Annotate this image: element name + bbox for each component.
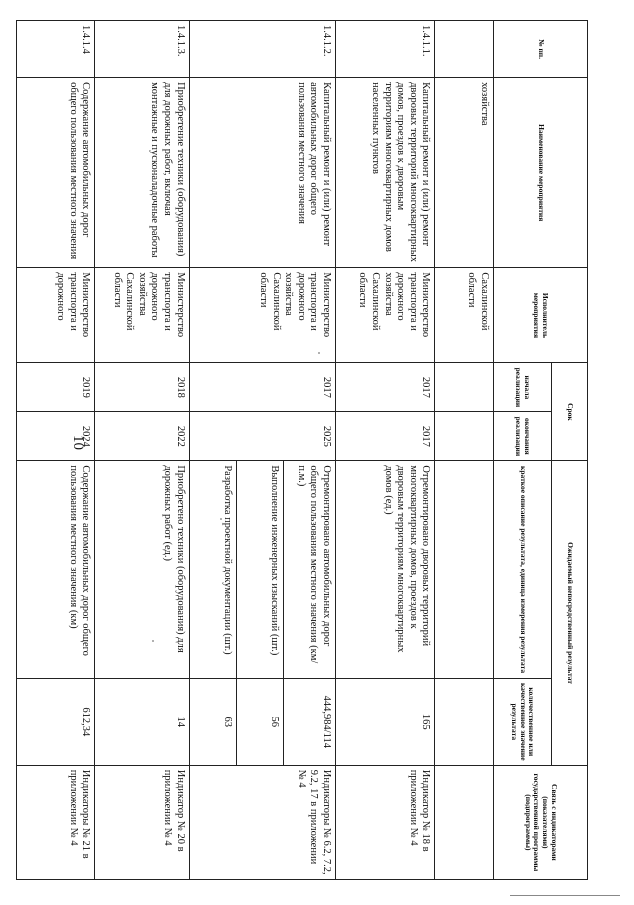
footer-line xyxy=(510,895,620,896)
measure-name-cell: хозяйства xyxy=(435,78,494,268)
end-year-cell: 2025 xyxy=(189,412,335,461)
scan-speck xyxy=(152,640,154,642)
start-year-cell: 2018 xyxy=(95,363,189,412)
start-year-cell: 2017 xyxy=(336,363,435,412)
measure-name-cell: Капитальный ремонт и (или) ремонт автомобильных дорог общего пользования местного значения xyxy=(189,78,335,268)
header-term-end: окончания реализации xyxy=(494,412,552,461)
result-description-cell: Выполнение инженерных изысканий (шт.) xyxy=(236,461,283,678)
result-value-cell: 165 xyxy=(336,678,435,765)
table-row xyxy=(17,21,95,880)
row-number-cell: 1.4.1.1. xyxy=(336,21,435,78)
header-result-desc: краткое описание результата, единица измерения результата xyxy=(494,461,552,678)
result-value-cell: 612,34 xyxy=(17,678,95,765)
end-year-cell: 2022 xyxy=(95,412,189,461)
header-name: Наименование мероприятия xyxy=(494,78,588,268)
executor-cell: Сахалинской области xyxy=(435,268,494,363)
result-value-cell: 56 xyxy=(236,678,283,765)
indicator-link-cell: Индикатор № 20 в приложении № 4 xyxy=(95,765,189,879)
scan-speck xyxy=(220,518,222,520)
header-term-start: начала реализации xyxy=(494,363,552,412)
scan-speck xyxy=(318,352,320,354)
row-number-cell: 1.4.1.2. xyxy=(189,21,335,78)
end-year-cell: 2017 xyxy=(336,412,435,461)
measure-name-cell: Содержание автомобильных дорог общего пользования местного значения xyxy=(17,78,95,268)
row-number-cell: 1.4.1.4 xyxy=(17,21,95,78)
header-term: Срок xyxy=(552,363,588,461)
executor-cell: Министерство транспорта и дорожного хозяйства Сахалинской области xyxy=(189,268,335,363)
indicator-link-cell: Индикатор № 18 в приложении № 4 xyxy=(336,765,435,879)
header-link: Связь с индикаторами (показателями) государственной программы (подпрограммы) xyxy=(494,765,588,879)
result-value-cell: 63 xyxy=(189,678,236,765)
result-description-cell: Приобретено техники (оборудования) для дорожных работ (ед.) xyxy=(95,461,189,678)
result-value-cell: 14 xyxy=(95,678,189,765)
row-number-cell: 1.4.1.3. xyxy=(95,21,189,78)
page-number: 10 xyxy=(70,435,86,450)
indicator-link-cell: Индикаторы № 21 в приложении № 4 xyxy=(17,765,95,879)
result-description-cell: Содержание автомобильных дорог общего пользования местного значения (км) xyxy=(17,461,95,678)
result-description-cell: Отремонтировано дворовых территорий многоквартирных домов, проездов к дворовым территориям многоквартирных домов (ед.) xyxy=(336,461,435,678)
executor-cell: Министерство транспорта и дорожного хозяйства Сахалинской области xyxy=(336,268,435,363)
executor-cell: Министерство транспорта и дорожного xyxy=(17,268,95,363)
measure-name-cell: Капитальный ремонт и (или) ремонт дворовых территорий многоквартирных домов, проездов к дворовым территориям многоквартирных домов населенных пунктов xyxy=(336,78,435,268)
header-result: Ожидаемый непосредственный результат xyxy=(552,461,588,765)
result-description-cell: Разработка проектной документации (шт.) xyxy=(189,461,236,678)
result-value-cell: 444,984/114 xyxy=(283,678,335,765)
table-body-rotated xyxy=(145,38,605,851)
header-result-value: количественное или качественное значение результата xyxy=(494,678,552,765)
end-year-cell: 2024 xyxy=(17,412,95,461)
measure-name-cell: Приобретение техники (оборудования) для дорожных работ, включая монтажные и пусконаладочные работы xyxy=(95,78,189,268)
start-year-cell: 2017 xyxy=(189,363,335,412)
result-description-cell: Отремонтировано автомобильных дорог общего пользования местного значения (км/п.м.) xyxy=(283,461,335,678)
header-executor: Исполнитель мероприятия xyxy=(494,268,588,363)
header-num: № пп. xyxy=(494,21,588,78)
indicator-link-cell: Индикаторы № 6.2, 7.2, 9.2, 17 в приложении № 4 xyxy=(189,765,335,879)
executor-cell: Министерство транспорта и дорожного хозяйства Сахалинской области xyxy=(95,268,189,363)
start-year-cell: 2019 xyxy=(17,363,95,412)
